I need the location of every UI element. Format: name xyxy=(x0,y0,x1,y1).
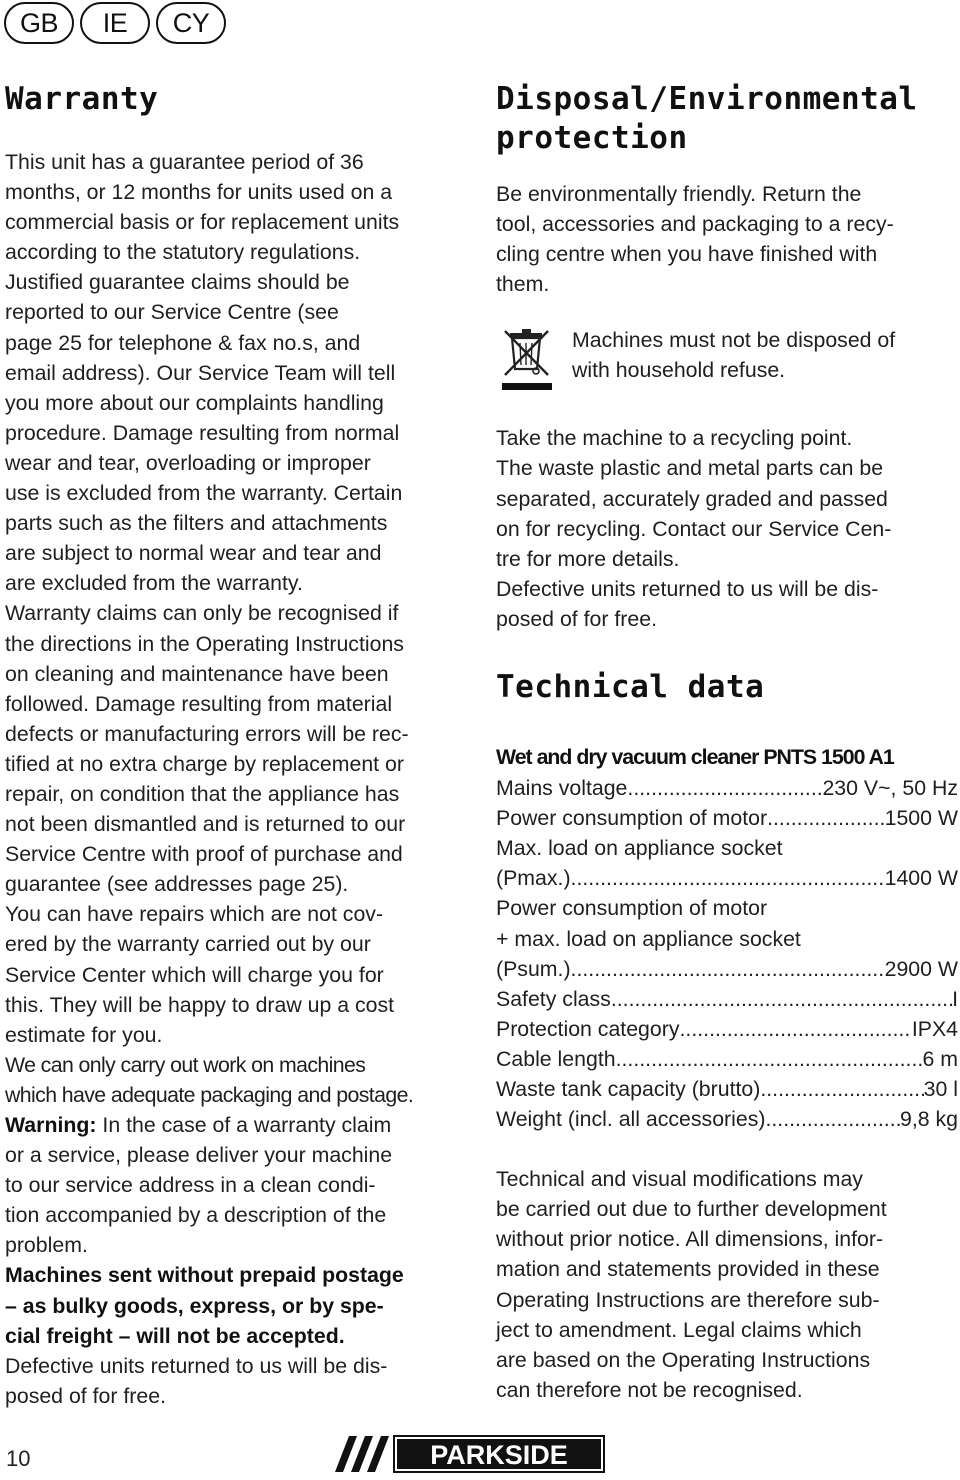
warranty-text xyxy=(5,147,467,1411)
text-line: are subject to normal wear and tear and xyxy=(5,541,382,566)
text-line: tified at no extra charge by replacement or xyxy=(5,751,404,776)
text-line: Defective units returned to us will be dis- xyxy=(5,1353,388,1378)
text-line: commercial basis or for replacement units xyxy=(5,210,400,235)
text-line: posed of for free. xyxy=(5,1383,167,1408)
text-line: The waste plastic and metal parts can be xyxy=(496,456,884,481)
recycling-text xyxy=(496,423,958,634)
technical-data-heading: Technical data xyxy=(496,669,765,706)
language-badge-ie: IE xyxy=(80,2,150,44)
text-line: with household refuse. xyxy=(572,358,786,383)
text-line: parts such as the filters and attachments xyxy=(5,511,388,536)
text-line: or a service, please deliver your machine xyxy=(5,1143,393,1168)
text-line: wear and tear, overloading or improper xyxy=(5,450,371,475)
disposal-notice xyxy=(496,325,958,395)
spec-row-safety-class: Safety class ..... I xyxy=(496,984,958,1014)
spec-label-line: Max. load on appliance socket xyxy=(496,836,783,861)
text-line: reported to our Service Centre (see xyxy=(5,300,339,325)
text-line: procedure. Damage resulting from normal xyxy=(5,420,400,445)
bold-notice-line: Machines sent without prepaid postage xyxy=(5,1263,404,1288)
text-line: use is excluded from the warranty. Certain xyxy=(5,481,403,506)
bold-notice-line: cial freight – will not be accepted. xyxy=(5,1323,345,1348)
language-badge-gb: GB xyxy=(4,2,74,44)
disposal-icon-text xyxy=(572,325,895,385)
page-number: 10 xyxy=(6,1446,31,1471)
text-line: Service Center which will charge you for xyxy=(5,962,384,987)
text-line: This unit has a guarantee period of 36 xyxy=(5,150,364,174)
text-line: ject to amendment. Legal claims which xyxy=(496,1317,862,1342)
text-line: can therefore not be recognised. xyxy=(496,1377,803,1402)
text-line: Defective units returned to us will be dis- xyxy=(496,576,879,601)
spec-row-psum: (Psum.) ..... 2900 W xyxy=(496,954,958,984)
spec-row-cable-length: Cable length ..... 6 m xyxy=(496,1044,958,1074)
text-line: guarantee (see addresses page 25). xyxy=(5,872,349,897)
warning-label: Warning: xyxy=(5,1113,97,1137)
text-line: on cleaning and maintenance have been xyxy=(5,661,389,686)
spec-row-motor-power: Power consumption of motor ..... 1500 W xyxy=(496,803,958,833)
text-line: tion accompanied by a description of the xyxy=(5,1203,387,1228)
disposal-heading: Disposal/Environmental protection xyxy=(496,81,918,156)
spec-label-line: + max. load on appliance socket xyxy=(496,926,801,951)
text-line: Technical and visual modifications may xyxy=(496,1167,863,1192)
spec-row-pmax: (Pmax.) ..... 1400 W xyxy=(496,863,958,893)
technical-footnote xyxy=(496,1164,958,1405)
text-line: posed of for free. xyxy=(496,606,658,631)
text-line: problem. xyxy=(5,1233,88,1258)
text-line: estimate for you. xyxy=(5,1022,163,1047)
text-line: separated, accurately graded and passed xyxy=(496,486,888,511)
text-line: without prior notice. All dimensions, infor- xyxy=(496,1227,884,1252)
text-line: Machines must not be disposed of xyxy=(572,328,896,353)
warning-text: In the case of a warranty claim xyxy=(96,1113,392,1137)
text-line: cling centre when you have finished with xyxy=(496,242,878,267)
crossed-out-wheelie-bin-icon xyxy=(496,325,558,395)
brand-name: PARKSIDE xyxy=(430,1440,568,1470)
spec-row-mains-voltage: Mains voltage ..... 230 V~, 50 Hz xyxy=(496,773,958,803)
text-line: page 25 for telephone & fax no.s, and xyxy=(5,330,361,355)
text-line: We can only carry out work on machines xyxy=(5,1052,366,1077)
text-line: this. They will be happy to draw up a cost xyxy=(5,992,395,1017)
text-line: are based on the Operating Instructions xyxy=(496,1347,871,1372)
text-line: mation and statements provided in these xyxy=(496,1257,880,1282)
text-line: Take the machine to a recycling point. xyxy=(496,426,853,451)
text-line: the directions in the Operating Instructions xyxy=(5,631,404,656)
spec-label-line: Power consumption of motor xyxy=(496,896,768,921)
text-line: ered by the warranty carried out by our xyxy=(5,932,371,957)
spec-row-waste-tank: Waste tank capacity (brutto) ..... 30 l xyxy=(496,1074,958,1104)
language-badge-cy: CY xyxy=(156,2,226,44)
product-name: Wet and dry vacuum cleaner PNTS 1500 A1 xyxy=(496,745,894,770)
text-line: months, or 12 months for units used on a xyxy=(5,180,393,205)
text-line: Be environmentally friendly. Return the xyxy=(496,182,862,206)
bold-notice-line: – as bulky goods, express, or by spe- xyxy=(5,1293,384,1318)
right-column xyxy=(496,80,958,1405)
disposal-intro xyxy=(496,179,958,299)
text-line: you more about our complaints handling xyxy=(5,390,384,415)
text-line: email address). Our Service Team will tell xyxy=(5,360,396,385)
text-line: not been dismantled and is returned to our xyxy=(5,812,406,837)
text-line: to our service address in a clean condi- xyxy=(5,1173,376,1198)
text-line: defects or manufacturing errors will be rec- xyxy=(5,721,409,746)
warranty-heading: Warranty xyxy=(5,81,159,117)
text-line: according to the statutory regulations. xyxy=(5,240,361,265)
text-line: Warranty claims can only be recognised if xyxy=(5,601,399,626)
text-line: Service Centre with proof of purchase and xyxy=(5,842,403,867)
text-line: on for recycling. Contact our Service Cen- xyxy=(496,516,892,541)
text-line: Justified guarantee claims should be xyxy=(5,270,350,295)
warning-line xyxy=(5,1110,467,1140)
warranty-section xyxy=(5,80,467,1411)
text-line: be carried out due to further development xyxy=(496,1197,887,1222)
text-line: repair, on condition that the appliance has xyxy=(5,781,400,806)
spec-row-weight: Weight (incl. all accessories) ..... 9,8 kg xyxy=(496,1104,958,1134)
text-line: are excluded from the warranty. xyxy=(5,571,303,596)
text-line: Operating Instructions are therefore sub- xyxy=(496,1287,880,1312)
text-line: which have adequate packaging and postage. xyxy=(5,1082,414,1107)
text-line: followed. Damage resulting from material xyxy=(5,691,393,716)
text-line: tool, accessories and packaging to a recy- xyxy=(496,212,894,237)
parkside-logo xyxy=(331,1432,607,1476)
text-line: them. xyxy=(496,272,550,297)
spec-list xyxy=(496,773,958,1134)
spec-row-protection-category: Protection category ..... IPX4 xyxy=(496,1014,958,1044)
text-line: You can have repairs which are not cov- xyxy=(5,902,384,927)
text-line: tre for more details. xyxy=(496,546,680,571)
language-badges xyxy=(4,2,226,44)
